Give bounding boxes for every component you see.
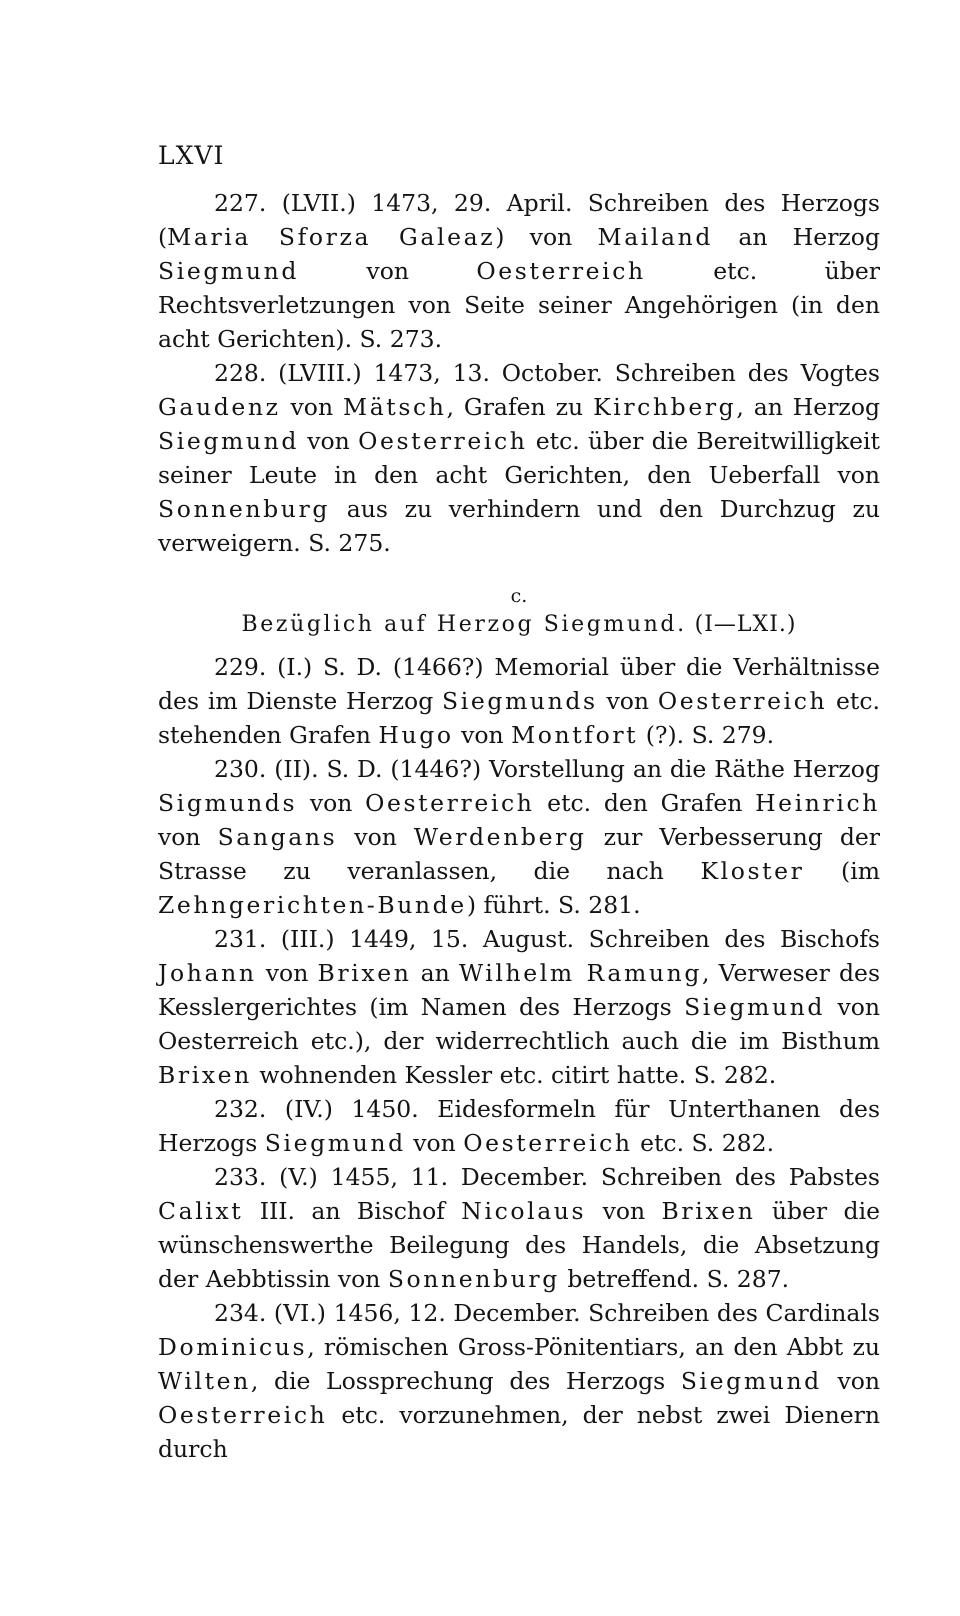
entry-name-spaced: Werdenberg — [413, 823, 587, 851]
entry-name-spaced: Sonnenburg — [158, 495, 331, 523]
entry-text: , Grafen zu — [446, 393, 594, 421]
entry-232 — [158, 1092, 880, 1160]
entry-name-spaced: Oesterreich — [476, 257, 646, 285]
entry-228 — [158, 356, 880, 560]
entry-text: 234. (VI.) 1456, 12. December. Schreiben des Cardinals — [214, 1299, 880, 1327]
entry-text: von Oesterreich etc.), der widerrechtlich auch die im Bisthum — [158, 993, 881, 1055]
entry-name-spaced: Sigmunds — [158, 789, 298, 817]
entry-name-spaced: Sonnenburg — [387, 1265, 560, 1293]
entry-text: von — [297, 789, 366, 817]
entry-name-spaced: Oesterreich — [365, 789, 535, 817]
entry-text: etc. vorzunehmen, der nebst zwei Dienern durch — [158, 1401, 880, 1463]
entry-text: von — [298, 427, 359, 455]
entry-name-spaced: Siegmund — [158, 257, 299, 285]
entry-name-spaced: Brixen — [317, 959, 412, 987]
entry-text: , an Herzog — [736, 393, 881, 421]
entry-text: (?). S. 279. — [638, 721, 775, 749]
entry-text: 228. (LVIII.) 1473, 13. October. Schreiben des Vogtes — [214, 359, 880, 387]
entry-name-spaced: Wilhelm Ramung — [458, 959, 702, 987]
entry-text: von — [256, 959, 318, 987]
entry-name-spaced: Oesterreich — [463, 1129, 633, 1157]
entry-name-spaced: Oesterreich — [358, 427, 528, 455]
entry-text: von — [280, 393, 344, 421]
entry-name-spaced: Zehngerichten-Bunde — [158, 891, 467, 919]
entry-text: etc. stehenden Grafen — [158, 687, 881, 749]
entry-text: wohnenden Kessler etc. citirt hatte. S. 282. — [251, 1061, 777, 1089]
entry-text: betreffend. S. 287. — [559, 1265, 790, 1293]
entry-text: an — [411, 959, 459, 987]
entry-229 — [158, 650, 880, 752]
entry-text: von — [337, 823, 414, 851]
entry-text: aus zu verhindern und den Durchzug zu verweigern. S. 275. — [158, 495, 880, 557]
section-heading-range: (I—LXI.) — [686, 612, 797, 637]
entry-text: etc. über Rechtsverletzungen von Seite seiner Angehörigen (in den acht Gerichten). S. 273. — [158, 257, 880, 353]
entry-text: , römischen Gross-Pönitentiars, an den Abbt zu — [307, 1333, 880, 1361]
entry-233 — [158, 1160, 880, 1296]
entry-name-spaced: Calixt — [158, 1197, 244, 1225]
entry-text: ) führt. S. 281. — [466, 891, 641, 919]
entry-name-spaced: Montfort — [511, 721, 639, 749]
entry-text: ) von — [495, 223, 598, 251]
entry-text: von — [821, 1367, 881, 1395]
entry-text: 233. (V.) 1455, 11. December. Schreiben des Pabstes — [214, 1163, 880, 1191]
entry-name-spaced: Siegmund — [680, 1367, 822, 1395]
entry-name-spaced: Maria Sforza Galeaz — [167, 223, 496, 251]
entry-227 — [158, 186, 880, 356]
entry-name-spaced: Mailand — [597, 223, 714, 251]
entry-name-spaced: Heinrich — [755, 789, 880, 817]
entry-text: von — [586, 1197, 662, 1225]
entry-text: 230. (II). S. D. (1446?) Vorstellung an die Räthe Herzog — [214, 755, 880, 783]
entry-name-spaced: Oesterreich — [657, 687, 828, 715]
entry-name-spaced: Siegmunds — [442, 687, 598, 715]
entry-name-spaced: Oesterreich — [158, 1401, 328, 1429]
entry-text: zur Verbesserung der Strasse zu veranlassen, die nach — [158, 823, 881, 885]
entry-text: 231. (III.) 1449, 15. August. Schreiben des Bischofs — [214, 925, 880, 953]
entry-name-spaced: Siegmund — [684, 993, 826, 1021]
entry-text: von — [158, 823, 218, 851]
entry-name-spaced: Brixen — [158, 1061, 252, 1089]
entry-name-spaced: Siegmund — [264, 1129, 406, 1157]
entry-text: , die Lossprechung des Herzogs — [250, 1367, 681, 1395]
entry-name-spaced: Kloster — [700, 857, 805, 885]
entry-name-spaced: Gaudenz — [158, 393, 281, 421]
section-letter: c. — [510, 585, 528, 607]
entry-name-spaced: Nicolaus — [461, 1197, 587, 1225]
entry-text: etc. S. 282. — [632, 1129, 775, 1157]
entry-name-spaced: Hugo — [378, 721, 454, 749]
entry-name-spaced: Dominicus — [158, 1333, 308, 1361]
entry-text: III. an Bischof — [243, 1197, 462, 1225]
entry-text: , Verweser des Kesslergerichtes (im Namen des Herzogs — [158, 959, 881, 1021]
entries-before-section — [158, 186, 880, 560]
entry-name-spaced: Kirchberg — [593, 393, 737, 421]
entry-name-spaced: Johann — [158, 959, 257, 987]
entry-text: über die wünschenswerthe Beilegung des Handels, die Absetzung der Aebbtissin von — [158, 1197, 880, 1293]
entry-text: 229. (I.) S. D. (1466?) Memorial über die Verhältnisse des im Dienste Herzog — [158, 653, 880, 715]
document-body — [158, 186, 880, 1466]
entry-234 — [158, 1296, 880, 1466]
entry-name-spaced: Brixen — [661, 1197, 756, 1225]
entry-text: von — [453, 721, 512, 749]
entry-text: von — [405, 1129, 464, 1157]
entry-230 — [158, 752, 880, 922]
entry-name-spaced: Wilten — [158, 1367, 251, 1395]
entry-text: von — [298, 257, 477, 285]
entry-text: 227. (LVII.) 1473, 29. April. Schreiben des Herzogs ( — [158, 189, 880, 251]
entry-text: an Herzog — [713, 223, 880, 251]
entry-name-spaced: Siegmund — [158, 427, 299, 455]
entry-name-spaced: Mätsch — [343, 393, 447, 421]
entry-name-spaced: Sangans — [217, 823, 338, 851]
entry-231 — [158, 922, 880, 1092]
entry-text: von — [597, 687, 658, 715]
section-heading-title: Bezüglich auf Herzog Siegmund. — [241, 612, 687, 637]
entry-text: (im — [804, 857, 880, 885]
section-heading — [158, 608, 880, 642]
entries-after-section — [158, 650, 880, 1466]
entry-text: etc. den Grafen — [534, 789, 756, 817]
page-number: LXVI — [158, 141, 225, 170]
entry-text: etc. über die Bereitwilligkeit seiner Leute in den acht Gerichten, den Ueberfall von — [158, 427, 880, 489]
entry-text: 232. (IV.) 1450. Eidesformeln für Unterthanen des Herzogs — [158, 1095, 880, 1157]
